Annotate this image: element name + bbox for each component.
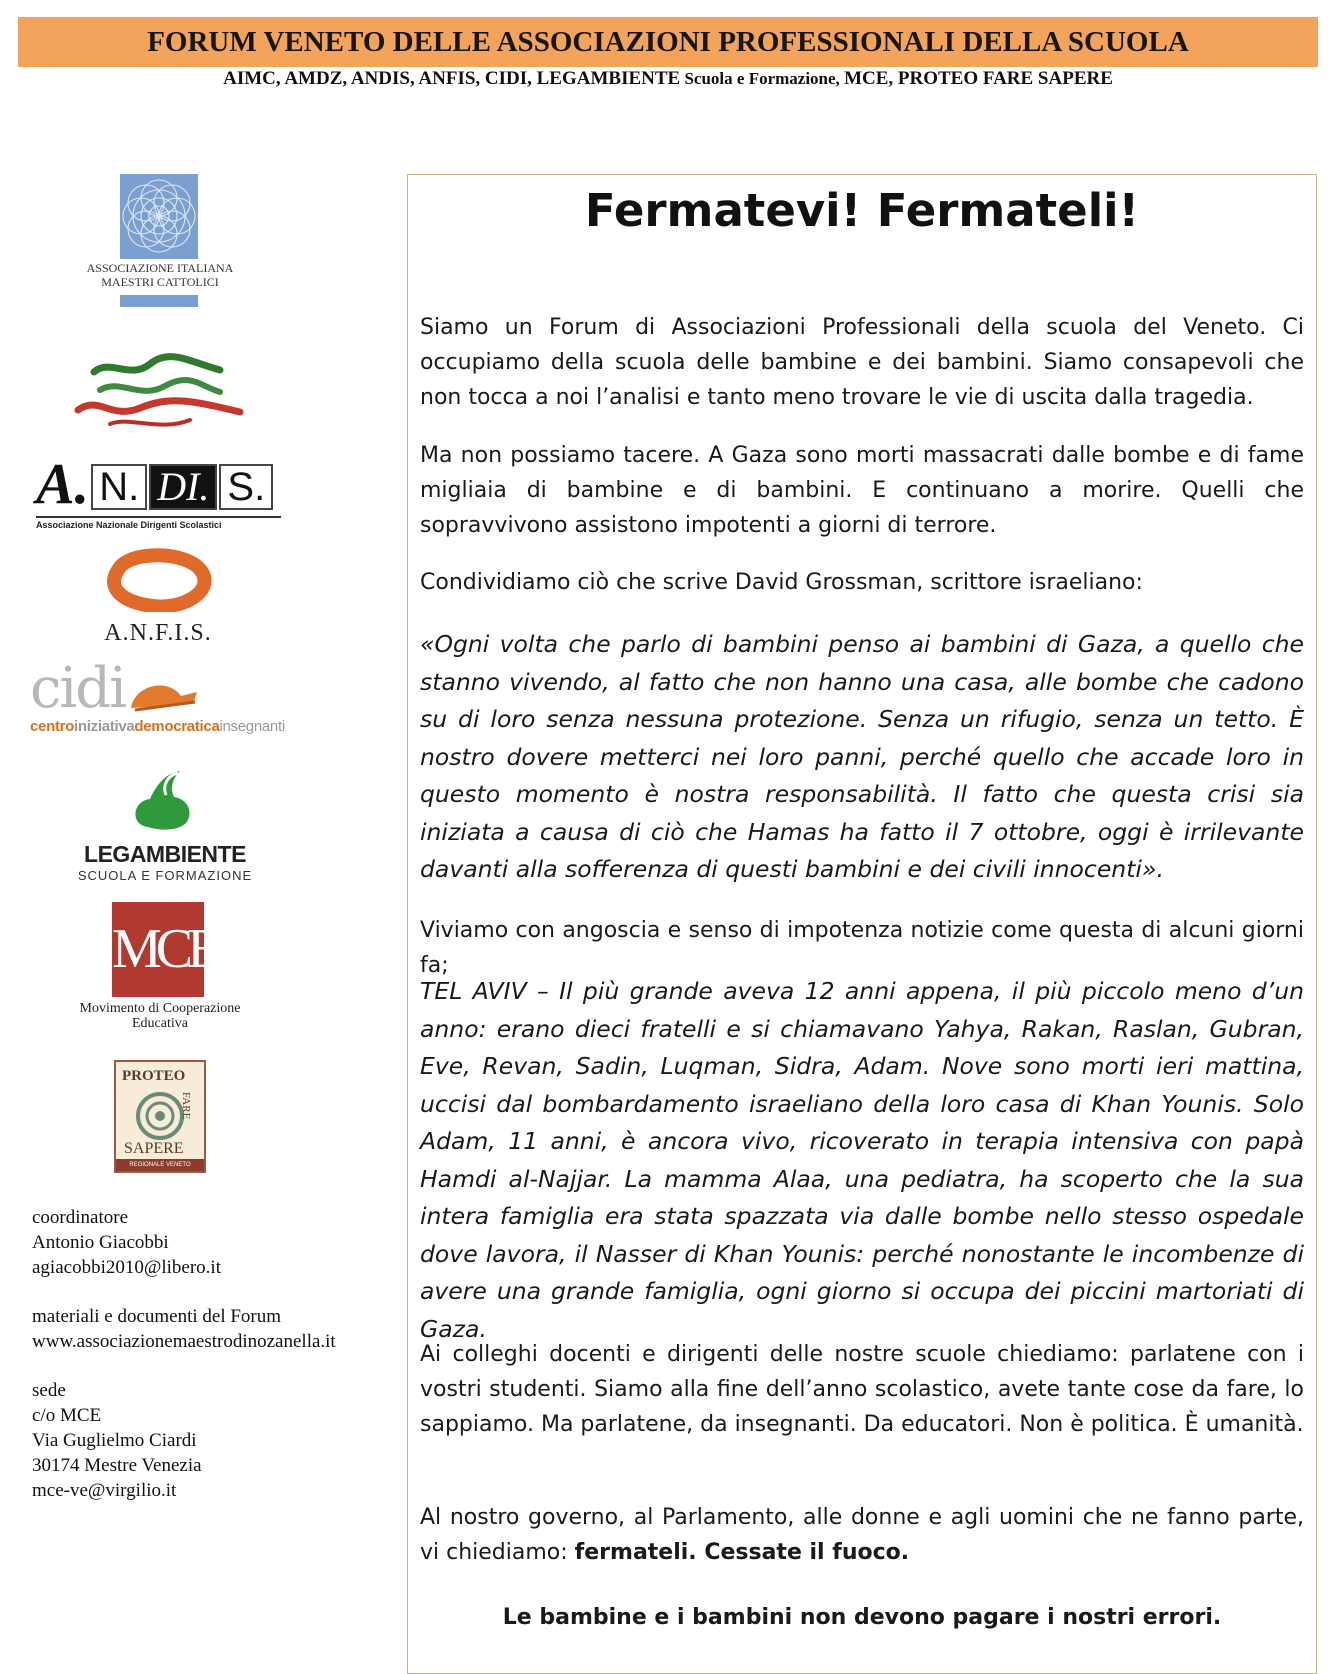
cidi-wordmark: cidi	[30, 656, 126, 721]
news-report: TEL AVIV – Il più grande aveva 12 anni appena, il più piccolo meno d’un anno: erano dieci fratelli e si chiamavano Yahya, Rakan, Raslan, Gubran, Eve, Revan, Sadin, Luqman, Sidra, Adam. Nove sono morti ieri mattina, uccisi dal bombardamento israeliano della loro casa di Khan Younis. Solo Adam, 11 anni, è ancora vivo, ricoverato in terapia intensiva con papà Hamdi al-Najjar. La mamma Alaa, una pediatra, ha scoperto che la sua intera famiglia era stata spazzata via dalle bombe nello stesso ospedale dove lavora, il Nasser di Khan Younis: perché nonostante le incombenze di avere una grande famiglia, ogni giorno si occupa dei piccini martoriati di Gaza.	[420, 977, 1304, 1343]
andis-letter-a: A.	[36, 451, 90, 516]
forum-title: FORUM VENETO DELLE ASSOCIAZIONI PROFESSIONALI DELLA SCUOLA	[147, 25, 1189, 58]
mce-mark: MCE	[112, 902, 204, 997]
paragraph-government	[420, 1500, 1304, 1570]
aimc-emblem	[120, 174, 198, 259]
aimc-rosette-icon	[120, 174, 198, 259]
andis-letter-di: DI.	[149, 464, 217, 510]
proteo-region-bar: REGIONALE VENETO	[116, 1159, 204, 1171]
seat-street: Via Guglielmo Ciardi	[32, 1430, 197, 1451]
members-list-bold: AIMC, AMDZ, ANDIS, ANFIS, CIDI, LEGAMBIENTE	[223, 68, 681, 89]
cidi-sub-centro: centro	[30, 718, 75, 735]
andis-letter-n: N.	[91, 464, 147, 510]
paragraph-gaza: Ma non possiamo tacere. A Gaza sono morti massacrati dalle bombe e di fame migliaia di bambine e di bambini. E continuano a morire. Quelli che sopravvivono assistono impotenti a giorni di terrore.	[420, 443, 1304, 538]
amdz-signature-icon	[70, 350, 250, 440]
aimc-caption	[80, 261, 240, 289]
coordinator-label: coordinatore	[32, 1207, 129, 1228]
aimc-logo	[80, 174, 240, 307]
coordinator-name: Antonio Giacobbi	[32, 1232, 169, 1253]
aimc-caption-line1: ASSOCIAZIONE ITALIANA	[86, 261, 234, 275]
andis-logo	[36, 451, 281, 534]
paragraph-teachers: Ai colleghi docenti e dirigenti delle nostre scuole chiediamo: parlatene con i vostri studenti. Siamo alla fine dell’anno scolastico, avete tante cose da fare, lo sappiamo. Ma parlatene, da insegnanti. Da educatori. Non è politica. È umanità.	[420, 1342, 1304, 1437]
members-list-end: MCE, PROTEO FARE SAPERE	[844, 68, 1113, 89]
anfis-caption: A.N.F.I.S.	[104, 620, 212, 646]
member-associations	[0, 68, 1336, 90]
cidi-sub-iniziativa: iniziativa	[74, 718, 135, 735]
andis-letter-s: S.	[219, 464, 273, 510]
proteo-bottom-text: SAPERE	[124, 1140, 184, 1157]
coordinator-email[interactable]: agiacobbi2010@libero.it	[32, 1257, 221, 1278]
paragraph-news-intro: Viviamo con angoscia e senso di impotenza notizie come questa di alcuni giorni fa;	[420, 918, 1304, 978]
amdz-logo	[70, 350, 250, 440]
cidi-sub-insegnanti: insegnanti	[219, 718, 285, 735]
cidi-sub-democratica: democratica	[134, 718, 220, 735]
contact-block	[32, 1205, 377, 1503]
cidi-hat-icon	[125, 674, 205, 718]
anfis-ring-icon	[98, 548, 218, 612]
members-list-mid: Scuola e Formazione,	[680, 69, 845, 88]
anfis-logo	[98, 548, 218, 648]
proteo-side-text: FARE	[180, 1092, 192, 1120]
cidi-subtitle	[30, 718, 290, 735]
seat-email[interactable]: mce-ve@virgilio.it	[32, 1480, 177, 1501]
aimc-caption-line2: MAESTRI CATTOLICI	[101, 275, 219, 289]
forum-website-link[interactable]: www.associazionemaestrodinozanella.it	[32, 1331, 336, 1352]
closing-line: Le bambine e i bambini non devono pagare i nostri errori.	[502, 1605, 1222, 1630]
cidi-logo	[30, 656, 290, 740]
government-appeal-text: Al nostro governo, al Parlamento, alle donne e agli uomini che ne fanno parte, vi chiediamo:	[420, 1505, 1304, 1565]
grossman-quote: «Ogni volta che parlo di bambini penso ai bambini di Gaza, a quello che stanno vivendo, al fatto che non hanno una casa, alle bombe che cadono su di loro senza nessuna protezione. Senza un rifugio, senza un tetto. È nostro dovere metterci nei loro panni, perché quello che accade loro in questo momento è nostra responsabilità. Il fatto che questa crisi sia iniziata a causa di ciò che Hamas ha fatto il 7 ottobre, oggi è irrilevante davanti alla sofferenza di questi bambini e dei civili innocenti».	[420, 630, 1304, 883]
aimc-bar	[120, 295, 198, 307]
letter-title: Fermatevi! Fermateli!	[584, 184, 1140, 237]
andis-subtitle: Associazione Nazionale Dirigenti Scolastici	[36, 516, 281, 530]
ceasefire-call: fermateli. Cessate il fuoco.	[574, 1540, 910, 1565]
legambiente-subtitle: SCUOLA E FORMAZIONE	[77, 868, 253, 883]
andis-letters	[36, 451, 281, 516]
mce-caption-line1: Movimento di Cooperazione	[79, 1001, 241, 1016]
legambiente-logo	[70, 765, 260, 885]
mce-logo	[50, 902, 270, 1037]
mce-caption	[50, 1001, 270, 1031]
paragraph-grossman-intro: Condividiamo ciò che scrive David Grossman, scrittore israeliano:	[420, 570, 1143, 595]
paragraph-intro: Siamo un Forum di Associazioni Professionali della scuola del Veneto. Ci occupiamo della scuola delle bambine e dei bambini. Siamo consapevoli che non tocca a noi l’analisi e tanto meno trovare le vie di uscita dalla tragedia.	[420, 315, 1304, 410]
seat-city: 30174 Mestre Venezia	[32, 1455, 202, 1476]
proteo-top-text: PROTEO	[122, 1068, 186, 1084]
mce-caption-line2: Educativa	[132, 1016, 188, 1031]
seat-label: sede	[32, 1380, 66, 1401]
forum-title-banner	[18, 17, 1318, 67]
legambiente-swan-icon	[70, 765, 260, 835]
legambiente-name: LEGAMBIENTE	[84, 841, 246, 867]
seat-care-of: c/o MCE	[32, 1405, 102, 1426]
proteo-logo	[114, 1060, 206, 1173]
materials-label: materiali e documenti del Forum	[32, 1306, 282, 1327]
